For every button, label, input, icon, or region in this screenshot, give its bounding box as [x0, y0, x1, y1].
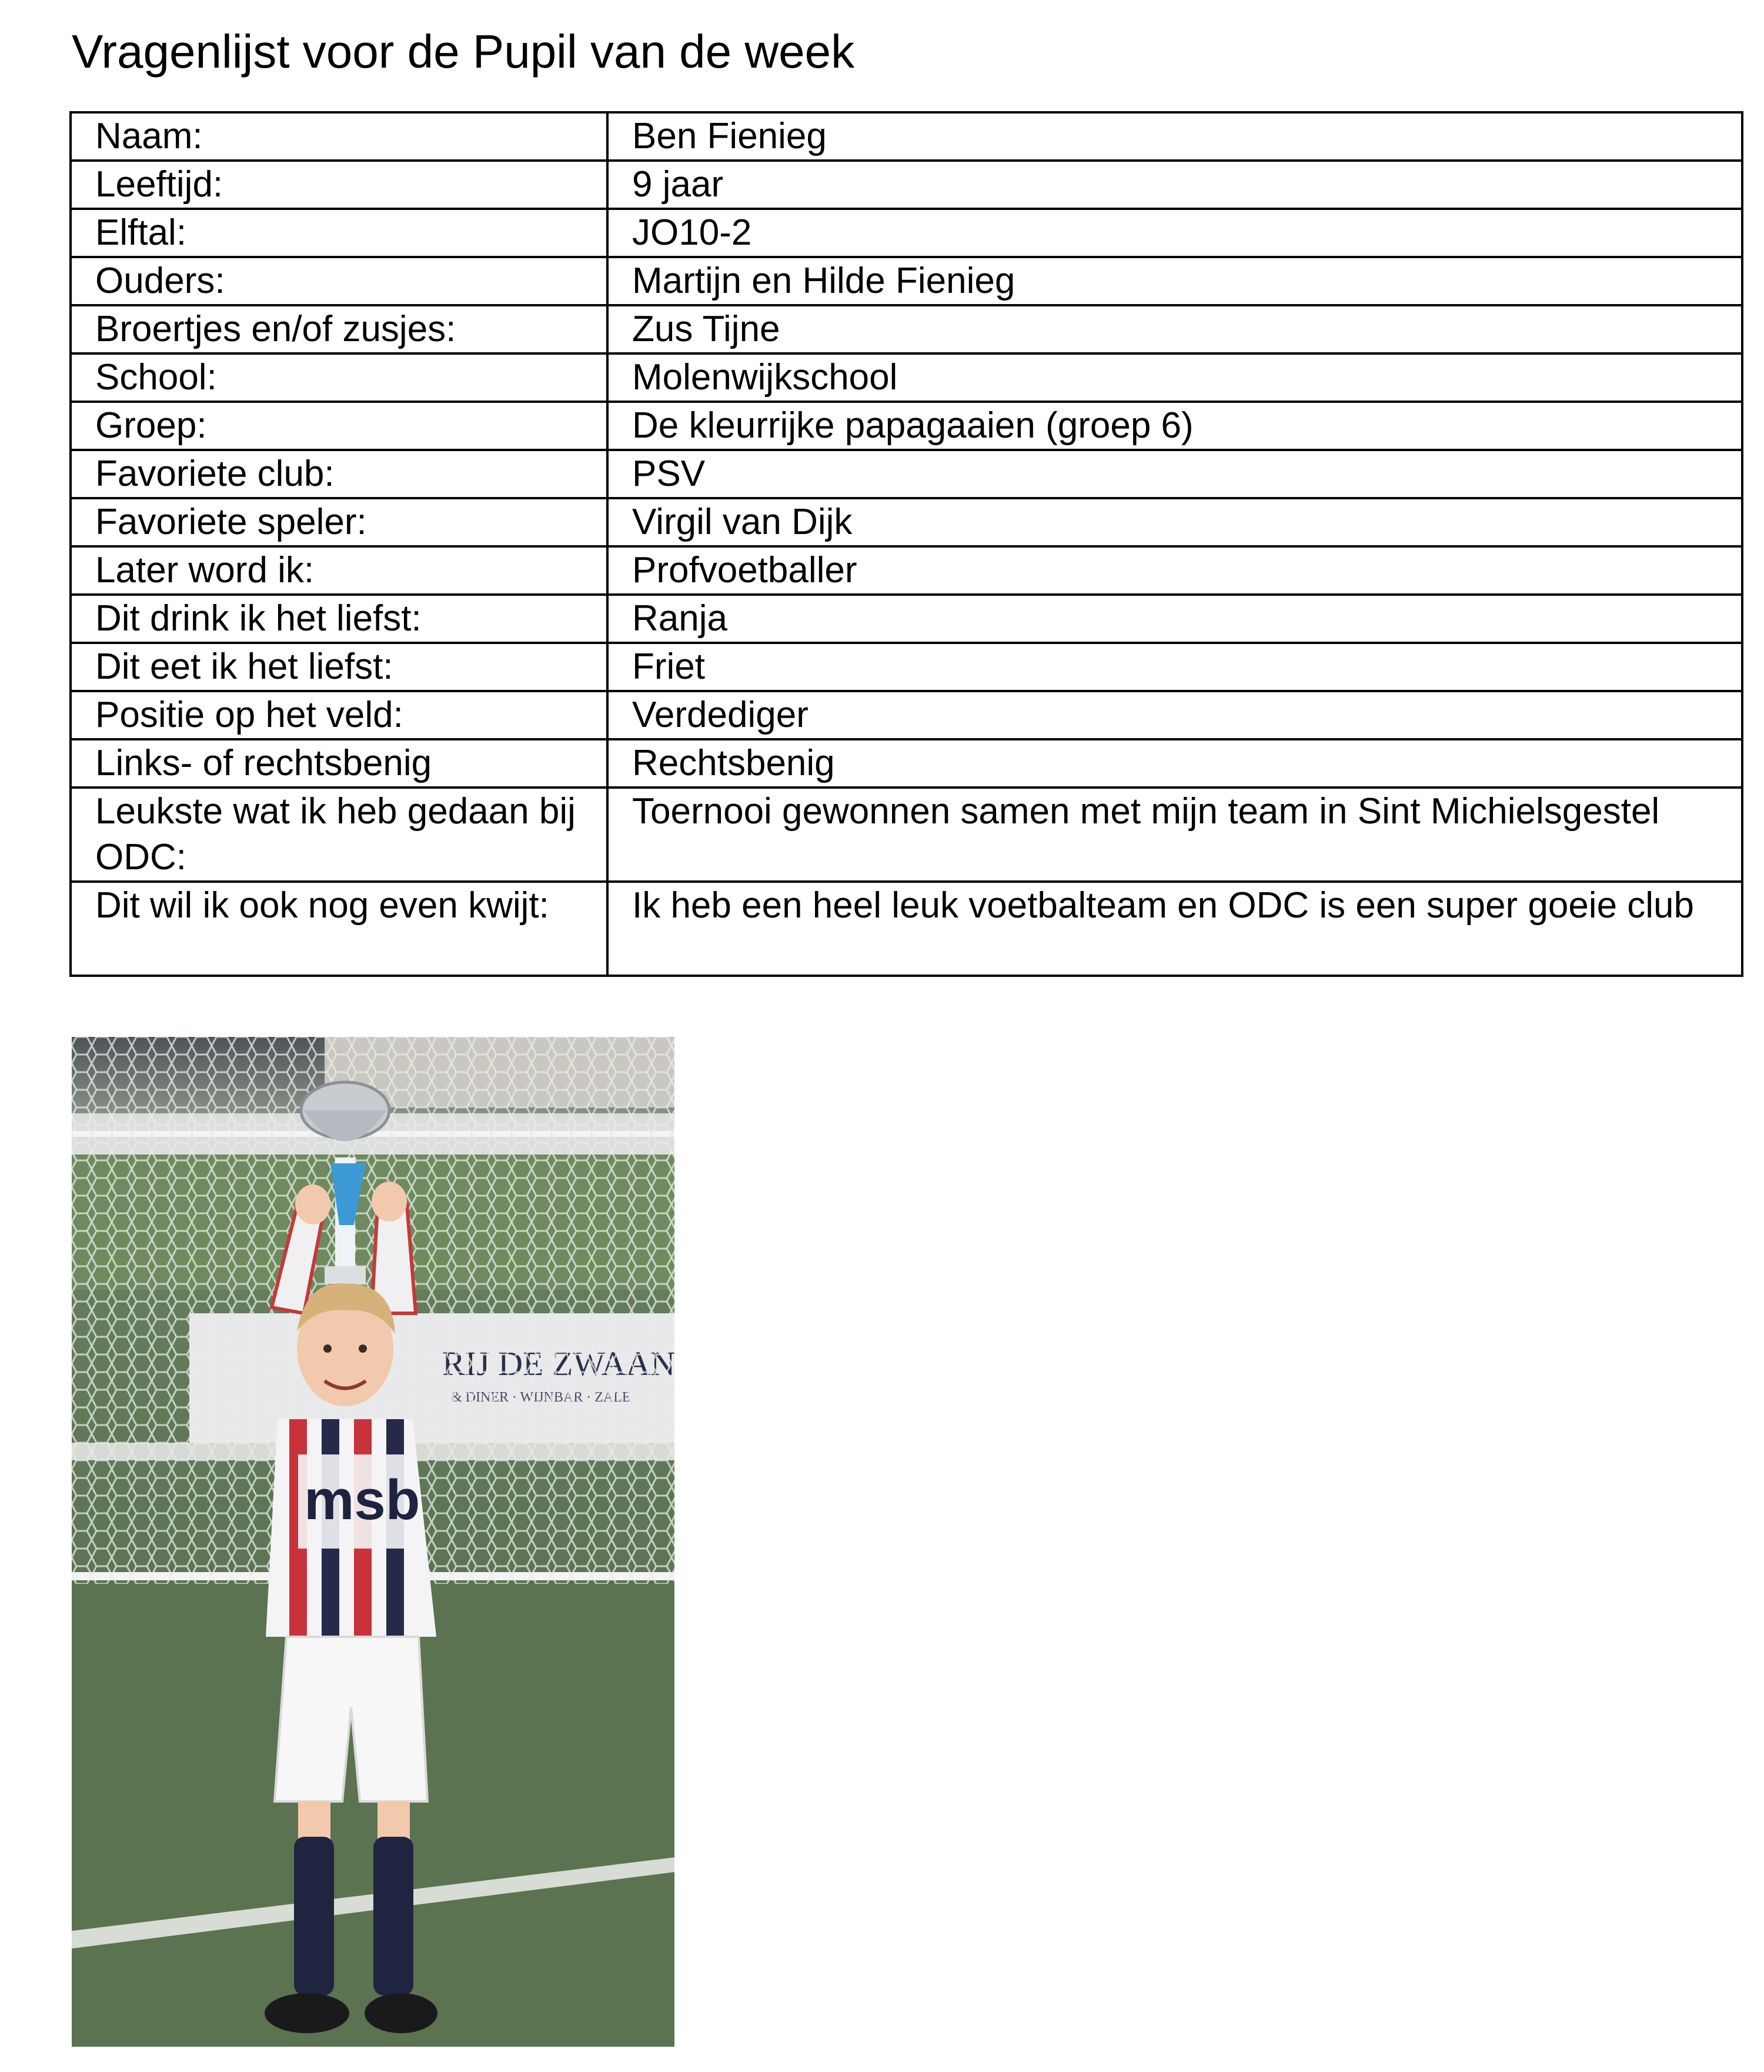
boot-left	[265, 1993, 349, 2033]
table-row	[71, 161, 1742, 209]
table-row	[71, 691, 1742, 739]
question-cell: Links- of rechtsbenig	[71, 739, 607, 788]
football-shirt	[266, 1419, 436, 1637]
answer-cell: De kleurrijke papagaaien (groep 6)	[607, 402, 1742, 450]
question-cell: Favoriete speler:	[71, 498, 607, 546]
question-cell: Groep:	[71, 402, 607, 450]
table-row	[71, 595, 1742, 643]
answer-cell: Verdediger	[607, 691, 1742, 739]
question-cell: Favoriete club:	[71, 450, 607, 498]
question-cell: Dit eet ik het liefst:	[71, 643, 607, 691]
question-cell: Broertjes en/of zusjes:	[71, 305, 607, 353]
sock-right	[373, 1837, 413, 1996]
question-cell: School:	[71, 353, 607, 402]
question-cell: Dit drink ik het liefst:	[71, 595, 607, 643]
answer-cell: Toernooi gewonnen samen met mijn team in Sint Michielsgestel	[607, 788, 1742, 882]
table-row	[71, 498, 1742, 546]
table-row	[71, 402, 1742, 450]
answer-cell: PSV	[607, 450, 1742, 498]
table-row	[71, 353, 1742, 402]
table-row	[71, 209, 1742, 257]
answer-cell: Ranja	[607, 595, 1742, 643]
table-row	[71, 546, 1742, 595]
answer-cell: Profvoetballer	[607, 546, 1742, 595]
answer-cell: Rechtsbenig	[607, 739, 1742, 788]
pupil-photo	[72, 1037, 674, 2047]
answer-cell: Virgil van Dijk	[607, 498, 1742, 546]
shirt-sponsor: msb	[304, 1469, 420, 1532]
question-cell: Leeftijd:	[71, 161, 607, 209]
answer-cell: Friet	[607, 643, 1742, 691]
answer-cell: Ik heb een heel leuk voetbalteam en ODC is een super goeie club	[607, 882, 1742, 976]
table-row	[71, 643, 1742, 691]
table-row	[71, 257, 1742, 305]
sock-left	[294, 1837, 334, 1996]
question-cell: Ouders:	[71, 257, 607, 305]
boot-right	[365, 1993, 437, 2033]
pupil-photo-illustration	[72, 1037, 674, 2047]
table-row	[71, 788, 1742, 882]
question-cell: Elftal:	[71, 209, 607, 257]
answer-cell: Martijn en Hilde Fienieg	[607, 257, 1742, 305]
question-cell: Naam:	[71, 112, 607, 161]
questionnaire-table	[69, 111, 1743, 977]
question-cell: Dit wil ik ook nog even kwijt:	[71, 882, 607, 976]
table-row	[71, 305, 1742, 353]
answer-cell: Molenwijkschool	[607, 353, 1742, 402]
answer-cell: Zus Tijne	[607, 305, 1742, 353]
table-row	[71, 450, 1742, 498]
question-cell: Positie op het veld:	[71, 691, 607, 739]
table-row	[71, 882, 1742, 976]
table-row	[71, 112, 1742, 161]
document-title: Vragenlijst voor de Pupil van de week	[72, 25, 855, 78]
answer-cell: JO10-2	[607, 209, 1742, 257]
table-row	[71, 739, 1742, 788]
answer-cell: Ben Fienieg	[607, 112, 1742, 161]
question-cell: Leukste wat ik heb gedaan bij ODC:	[71, 788, 607, 882]
question-cell: Later word ik:	[71, 546, 607, 595]
answer-cell: 9 jaar	[607, 161, 1742, 209]
